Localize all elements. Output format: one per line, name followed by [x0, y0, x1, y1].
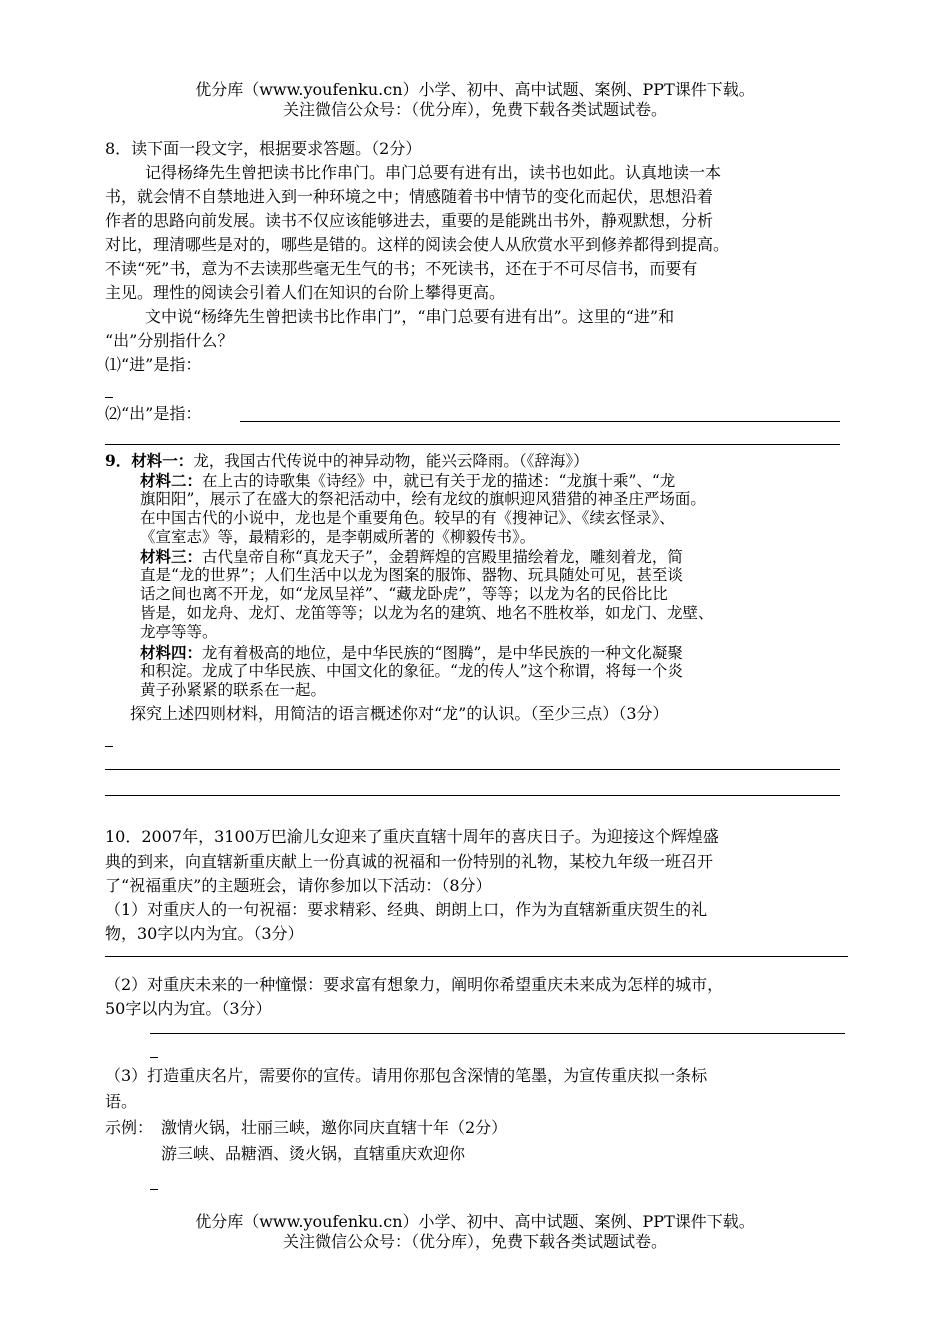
header-line-1: 优分库（www.youfenku.cn）小学、初中、高中试题、案例、PPT课件下载。 — [195, 80, 755, 99]
q9-answer-line[interactable] — [105, 795, 840, 796]
q9-m2-line: 在中国古代的小说中，龙也是个重要角色。较早的有《搜神记》、《续玄怪录》、 — [140, 509, 675, 527]
q10-example-1: 激情火锅，壮丽三峡，邀你同庆直辖十年（2分） — [161, 1118, 508, 1137]
q9-m1-label: 材料一： — [131, 451, 194, 470]
footer-line-1: 优分库（www.youfenku.cn）小学、初中、高中试题、案例、PPT课件下载。 — [195, 1212, 755, 1231]
q8-sub1-answer-line[interactable] — [105, 397, 113, 398]
footer-line-2: 关注微信公众号：（优分库），免费下载各类试题试卷。 — [282, 1232, 667, 1251]
q9-m2-text: 在上古的诗歌集《诗经》中，就已有关于龙的描述：“龙旗十乘”、“龙 — [202, 472, 676, 490]
q10-example-label: 示例： — [105, 1118, 154, 1137]
q9-m3-line: 龙亭等等。 — [140, 623, 218, 641]
q10-sub2-line: 50字以内为宜。（3分） — [105, 999, 272, 1018]
q10-example-2: 游三峡、品糖酒、烫火锅，直辖重庆欢迎你 — [161, 1144, 466, 1163]
q9-answer-stub[interactable] — [105, 746, 113, 747]
q9-question: 探究上述四则材料，用简洁的语言概述你对“龙”的认识。（至少三点）（3分） — [130, 704, 669, 723]
q9-material-3 — [140, 547, 683, 567]
q8-passage-line: 主见。理性的阅读会引着人们在知识的台阶上攀得更高。 — [105, 283, 506, 302]
q9-m3-text: 古代皇帝自称“真龙天子”，金碧辉煌的宫殿里描绘着龙，雕刻着龙，简 — [202, 548, 683, 566]
q10-intro-line: 10．2007年，3100万巴渝儿女迎来了重庆直辖十周年的喜庆日子。为迎接这个辉煌盛 — [105, 827, 719, 846]
q9-m4-text: 龙有着极高的地位，是中华民族的“图腾”，是中华民族的一种文化凝聚 — [202, 644, 683, 662]
q8-sub2-label: ⑵“出”是指： — [105, 404, 202, 423]
q9-material-2 — [140, 471, 675, 491]
q9-m4-line: 和积淀。龙成了中华民族、中国文化的象征。“龙的传人”这个称谓，将每一个炎 — [140, 662, 683, 680]
q8-question-line: “出”分别指什么？ — [105, 331, 234, 350]
header-line-2: 关注微信公众号：（优分库），免费下载各类试题试卷。 — [282, 100, 667, 119]
q10-sub2-answer-line[interactable] — [150, 1033, 845, 1034]
q8-sub1-label: ⑴“进”是指： — [105, 355, 202, 374]
q8-title: 8．读下面一段文字，根据要求答题。（2分） — [105, 139, 422, 158]
q10-sub3-line: 语。 — [105, 1092, 138, 1111]
q9-m2-label: 材料二： — [140, 471, 203, 490]
q10-sub3-line: （3）打造重庆名片，需要你的宣传。请用你那包含深情的笔墨，为宣传重庆拟一条标 — [105, 1066, 708, 1085]
q10-intro-line: 了“祝福重庆”的主题班会，请你参加以下活动：（8分） — [105, 876, 492, 895]
q10-sub2-answer-stub[interactable] — [150, 1057, 158, 1058]
q8-passage-line: 对比，理清哪些是对的，哪些是错的。这样的阅读会使人从欣赏水平到修养都得到提高。 — [105, 235, 730, 254]
q10-sub1-line: 物，30字以内为宜。（3分） — [105, 924, 304, 943]
q9-m3-label: 材料三： — [140, 547, 203, 566]
q9-m3-line: 话之间也离不开龙，如“龙凤呈祥”、“藏龙卧虎”，等等；以龙为名的民俗比比 — [140, 585, 668, 603]
q10-intro-line: 典的到来，向直辖新重庆献上一份真诚的祝福和一份特别的礼物，某校九年级一班召开 — [105, 852, 714, 871]
q9-answer-line[interactable] — [105, 769, 840, 770]
q9-m2-line: 旗阳阳”，展示了在盛大的祭祀活动中，绘有龙纹的旗帜迎风猎猎的神圣庄严场面。 — [140, 490, 706, 508]
q9-material-4 — [140, 643, 683, 663]
q9-m4-label: 材料四： — [140, 643, 203, 662]
q10-sub1-line: （1）对重庆人的一句祝福：要求精彩、经典、朗朗上口，作为为直辖新重庆贺生的礼 — [105, 900, 708, 919]
q8-sub2-answer-line[interactable] — [240, 421, 840, 422]
q10-sub2-line: （2）对重庆未来的一种憧憬：要求富有想象力，阐明你希望重庆未来成为怎样的城市， — [105, 975, 724, 994]
q8-answer-line[interactable] — [105, 444, 840, 445]
q8-passage-line: 不读“死”书，意为不去读那些毫无生气的书；不死读书，还在于不可尽信书，而要有 — [105, 259, 698, 278]
q9-number: 9． — [105, 451, 132, 470]
q9-m1-text: 龙，我国古代传说中的神异动物，能兴云降雨。（《辞海》） — [193, 452, 589, 470]
q8-question-line: 文中说“杨绛先生曾把读书比作串门”，“串门总要有进有出”。这里的“进”和 — [145, 307, 675, 326]
q8-passage-line: 记得杨绛先生曾把读书比作串门。串门总要有进有出，读书也如此。认真地读一本 — [145, 163, 722, 182]
q8-passage-line: 书，就会情不自禁地进入到一种环境之中；情感随着书中情节的变化而起伏，思想沿着 — [105, 187, 714, 206]
q9-m3-line: 直是“龙的世界”；人们生活中以龙为图案的服饰、器物、玩具随处可见，甚至谈 — [140, 566, 683, 584]
q10-sub1-answer-line[interactable] — [105, 956, 848, 957]
q10-sub3-answer-stub[interactable] — [150, 1189, 158, 1190]
q9-material-1 — [105, 451, 589, 471]
q8-passage-line: 作者的思路向前发展。读书不仅应该能够进去，重要的是能跳出书外，静观默想，分析 — [105, 211, 714, 230]
q9-m3-line: 皆是，如龙舟、龙灯、龙笛等等；以龙为名的建筑、地名不胜枚举，如龙门、龙壁、 — [140, 604, 714, 622]
q9-m2-line: 《宣室志》等，最精彩的，是李朝威所著的《柳毅传书》。 — [140, 528, 536, 546]
q9-m4-line: 黄子孙紧紧的联系在一起。 — [140, 681, 327, 699]
